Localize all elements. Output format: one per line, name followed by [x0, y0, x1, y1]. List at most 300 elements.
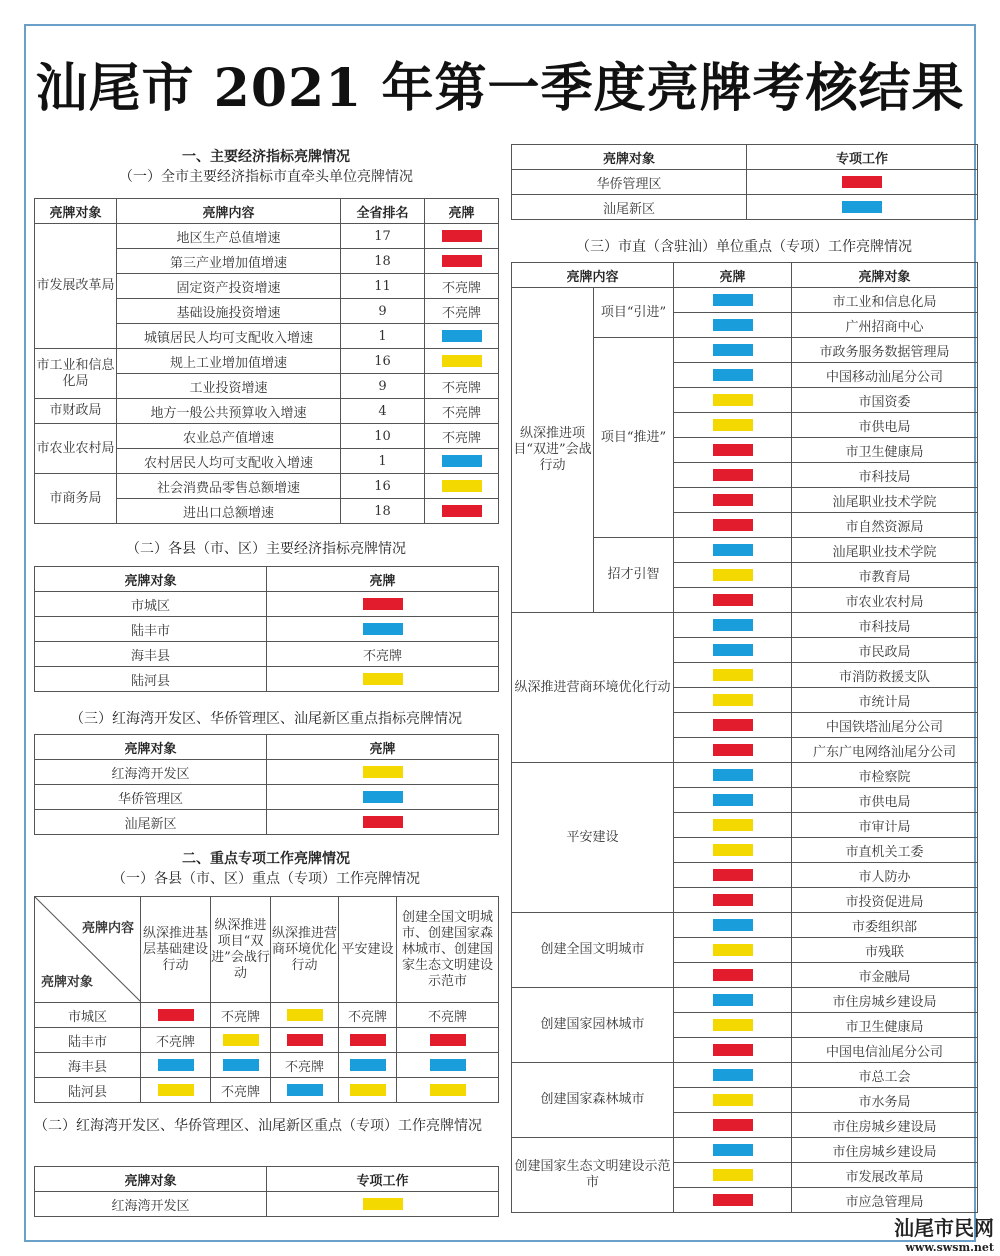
red-card-swatch — [442, 505, 482, 517]
indicator-cell: 地区生产总值增速 — [117, 224, 341, 249]
blue-card-swatch — [713, 319, 753, 331]
unit-cell: 广东广电网络汕尾分公司 — [792, 738, 978, 763]
unit-cell — [35, 399, 117, 424]
blue-card-swatch — [713, 919, 753, 931]
rank-cell: 18 — [341, 499, 425, 524]
card-cell — [674, 813, 792, 838]
column-header-label: 创建全国文明城市、创建国家森林城市、创建国家生态文明建设示范市 — [401, 909, 493, 989]
card-cell — [339, 1003, 397, 1028]
blue-card-swatch — [713, 369, 753, 381]
yellow-card-swatch — [713, 844, 753, 856]
unit-cell: 中国电信汕尾分公司 — [792, 1038, 978, 1063]
column-header-label: 纵深推进营商环境优化行动 — [271, 925, 337, 973]
unit-cell: 市城区 — [35, 1003, 141, 1028]
card-cell — [425, 224, 499, 249]
red-card-swatch — [713, 719, 753, 731]
blue-card-swatch — [363, 791, 403, 803]
red-card-swatch — [350, 1034, 386, 1046]
card-cell — [674, 988, 792, 1013]
card-cell — [425, 324, 499, 349]
column-header: 亮牌对象 — [35, 735, 267, 760]
work-subcategory-cell — [594, 288, 674, 338]
card-cell — [674, 838, 792, 863]
yellow-card-swatch — [442, 480, 482, 492]
column-header — [271, 897, 339, 1003]
card-cell — [425, 274, 499, 299]
unit-cell: 红海湾开发区 — [35, 760, 267, 785]
unit-cell: 市投资促进局 — [792, 888, 978, 913]
card-cell — [211, 1053, 271, 1078]
indicator-cell: 社会消费品零售总额增速 — [117, 474, 341, 499]
yellow-card-swatch — [158, 1084, 194, 1096]
unit-cell: 市消防救援支队 — [792, 663, 978, 688]
unit-cell: 市金融局 — [792, 963, 978, 988]
unit-cell: 市供电局 — [792, 413, 978, 438]
unit-cell: 市工业和信息化局 — [792, 288, 978, 313]
corner-top-label: 亮牌内容 — [81, 921, 134, 936]
t2-heading: （二）各县（市、区）主要经济指标亮牌情况 — [126, 541, 406, 557]
unit-cell: 市城区 — [35, 592, 267, 617]
red-card-swatch — [713, 969, 753, 981]
work-category-cell — [512, 613, 674, 763]
header-row — [35, 897, 499, 1003]
no-card-text: 不亮牌 — [362, 648, 402, 664]
table-row — [35, 424, 499, 449]
unit-cell: 市国资委 — [792, 388, 978, 413]
card-cell — [339, 1078, 397, 1103]
table-row — [35, 1028, 499, 1053]
red-card-swatch — [713, 594, 753, 606]
table-row — [512, 1138, 978, 1163]
red-card-swatch — [713, 494, 753, 506]
t4-heading: （一）各县（市、区）重点（专项）工作亮牌情况 — [112, 871, 420, 887]
card-cell — [425, 424, 499, 449]
unit-cell: 市卫生健康局 — [792, 438, 978, 463]
card-cell — [747, 170, 978, 195]
no-card-text: 不亮牌 — [220, 1009, 260, 1025]
card-cell — [674, 463, 792, 488]
card-cell — [674, 513, 792, 538]
no-card-text: 不亮牌 — [441, 405, 481, 421]
no-card-text: 不亮牌 — [441, 430, 481, 446]
yellow-card-swatch — [350, 1084, 386, 1096]
indicator-cell: 地方一般公共预算收入增速 — [117, 399, 341, 424]
table-row — [35, 1003, 499, 1028]
red-card-swatch — [842, 176, 882, 188]
card-cell — [674, 763, 792, 788]
blue-card-swatch — [430, 1059, 466, 1071]
blue-card-swatch — [287, 1084, 323, 1096]
red-card-swatch — [713, 894, 753, 906]
column-header-label: 纵深推进基层基础建设行动 — [142, 925, 208, 973]
no-card-text: 不亮牌 — [427, 1009, 467, 1025]
column-header: 全省排名 — [341, 199, 425, 224]
unit-cell: 市教育局 — [792, 563, 978, 588]
card-cell — [141, 1053, 211, 1078]
no-card-text: 不亮牌 — [347, 1009, 387, 1025]
unit-cell: 海丰县 — [35, 1053, 141, 1078]
card-cell — [425, 349, 499, 374]
header-row — [35, 199, 499, 224]
work-category-cell — [512, 763, 674, 913]
unit-cell: 市自然资源局 — [792, 513, 978, 538]
t1-heading: （一）全市主要经济指标市直牵头单位亮牌情况 — [119, 169, 413, 185]
card-cell — [211, 1078, 271, 1103]
rank-cell: 10 — [341, 424, 425, 449]
card-cell — [674, 638, 792, 663]
unit-label: 市农业农村局 — [36, 440, 115, 456]
card-cell — [674, 563, 792, 588]
yellow-card-swatch — [442, 355, 482, 367]
card-cell — [674, 1063, 792, 1088]
page-title: 汕尾市 2021 年第一季度亮牌考核结果 — [35, 58, 965, 119]
indicator-cell: 工业投资增速 — [117, 374, 341, 399]
card-cell — [271, 1053, 339, 1078]
card-cell — [141, 1003, 211, 1028]
card-cell — [425, 299, 499, 324]
red-card-swatch — [713, 1194, 753, 1206]
card-cell — [267, 667, 499, 692]
unit-cell: 陆丰市 — [35, 617, 267, 642]
red-card-swatch — [713, 869, 753, 881]
no-card-text: 不亮牌 — [441, 305, 481, 321]
part2-heading: 二、重点专项工作亮牌情况 — [182, 851, 350, 867]
yellow-card-swatch — [223, 1034, 259, 1046]
column-header: 亮牌对象 — [792, 263, 978, 288]
table-row — [512, 195, 978, 220]
table-row — [512, 988, 978, 1013]
card-cell — [674, 738, 792, 763]
table-row — [35, 1192, 499, 1217]
table-city-indicators — [34, 198, 499, 524]
card-cell — [674, 888, 792, 913]
unit-cell: 红海湾开发区 — [35, 1192, 267, 1217]
table-row — [35, 617, 499, 642]
card-cell — [141, 1078, 211, 1103]
card-cell — [674, 713, 792, 738]
unit-cell: 市科技局 — [792, 463, 978, 488]
work-category-label: 纵深推进项目“双进”会战行动 — [513, 426, 592, 473]
card-cell — [747, 195, 978, 220]
table-zone-indicators — [34, 734, 499, 835]
table-zone-special-work-left — [34, 1166, 499, 1217]
yellow-card-swatch — [363, 673, 403, 685]
unit-cell: 市水务局 — [792, 1088, 978, 1113]
red-card-swatch — [713, 1119, 753, 1131]
card-cell — [674, 613, 792, 638]
card-cell — [271, 1003, 339, 1028]
work-subcategory-cell — [594, 538, 674, 613]
unit-cell: 市供电局 — [792, 788, 978, 813]
blue-card-swatch — [842, 201, 882, 213]
card-cell — [674, 938, 792, 963]
red-card-swatch — [713, 469, 753, 481]
unit-cell: 市残联 — [792, 938, 978, 963]
column-header: 亮牌 — [674, 263, 792, 288]
indicator-cell: 第三产业增加值增速 — [117, 249, 341, 274]
corner-header-cell — [35, 897, 141, 1003]
blue-card-swatch — [350, 1059, 386, 1071]
red-card-swatch — [363, 816, 403, 828]
column-header — [211, 897, 271, 1003]
table-row — [35, 592, 499, 617]
work-subcategory-label: 项目“引进” — [600, 304, 667, 320]
corner-bottom-label: 亮牌对象 — [41, 975, 94, 990]
red-card-swatch — [442, 255, 482, 267]
unit-cell: 市检察院 — [792, 763, 978, 788]
blue-card-swatch — [158, 1059, 194, 1071]
table-municipal-special-work — [511, 262, 978, 1213]
column-header: 亮牌 — [425, 199, 499, 224]
column-header: 亮牌内容 — [512, 263, 674, 288]
header-row — [512, 145, 978, 170]
blue-card-swatch — [713, 794, 753, 806]
unit-cell — [35, 224, 117, 349]
card-cell — [397, 1028, 499, 1053]
work-category-cell — [512, 988, 674, 1063]
rank-cell: 16 — [341, 349, 425, 374]
card-cell — [674, 788, 792, 813]
work-category-cell — [512, 1138, 674, 1213]
table-row — [512, 1063, 978, 1088]
card-cell — [674, 963, 792, 988]
unit-cell: 市委组织部 — [792, 913, 978, 938]
card-cell — [267, 642, 499, 667]
card-cell — [267, 785, 499, 810]
yellow-card-swatch — [713, 694, 753, 706]
unit-cell: 市应急管理局 — [792, 1188, 978, 1213]
yellow-card-swatch — [287, 1009, 323, 1021]
card-cell — [674, 488, 792, 513]
card-cell — [397, 1053, 499, 1078]
table-row — [35, 642, 499, 667]
red-card-swatch — [442, 230, 482, 242]
unit-label: 市商务局 — [49, 490, 102, 506]
column-header: 亮牌对象 — [35, 567, 267, 592]
card-cell — [674, 1113, 792, 1138]
table-row — [512, 763, 978, 788]
unit-cell: 市科技局 — [792, 613, 978, 638]
work-category-cell — [512, 288, 594, 613]
yellow-card-swatch — [713, 394, 753, 406]
work-subcategory-label: 项目“推进” — [600, 429, 667, 445]
unit-cell: 汕尾职业技术学院 — [792, 538, 978, 563]
blue-card-swatch — [713, 994, 753, 1006]
unit-cell: 汕尾新区 — [512, 195, 747, 220]
column-header: 亮牌内容 — [117, 199, 341, 224]
table-county-special-work — [34, 896, 499, 1103]
unit-cell: 汕尾新区 — [35, 810, 267, 835]
no-card-text: 不亮牌 — [441, 380, 481, 396]
table-row — [512, 170, 978, 195]
table-row — [35, 667, 499, 692]
header-row — [35, 735, 499, 760]
unit-cell: 市直机关工委 — [792, 838, 978, 863]
rank-cell: 16 — [341, 474, 425, 499]
work-category-label: 创建国家园林城市 — [540, 1017, 645, 1032]
red-card-swatch — [713, 1044, 753, 1056]
rank-cell: 18 — [341, 249, 425, 274]
card-cell — [674, 338, 792, 363]
t3-heading: （三）红海湾开发区、华侨管理区、汕尾新区重点指标亮牌情况 — [70, 711, 462, 727]
unit-cell: 汕尾职业技术学院 — [792, 488, 978, 513]
unit-cell: 华侨管理区 — [35, 785, 267, 810]
column-header-label: 纵深推进项目“双进”会战行动 — [211, 917, 270, 981]
watermark-name: 汕尾市民网 — [894, 1216, 994, 1240]
card-cell — [674, 288, 792, 313]
column-header: 专项工作 — [267, 1167, 499, 1192]
card-cell — [141, 1028, 211, 1053]
yellow-card-swatch — [363, 766, 403, 778]
work-category-label: 创建国家森林城市 — [540, 1092, 645, 1107]
work-category-cell — [512, 1063, 674, 1138]
card-cell — [674, 1038, 792, 1063]
card-cell — [674, 863, 792, 888]
card-cell — [267, 617, 499, 642]
table-row — [35, 474, 499, 499]
rank-cell: 1 — [341, 449, 425, 474]
card-cell — [425, 474, 499, 499]
no-card-text: 不亮牌 — [155, 1034, 195, 1050]
card-cell — [271, 1078, 339, 1103]
unit-label: 市财政局 — [49, 403, 102, 418]
unit-cell — [35, 474, 117, 524]
card-cell — [425, 374, 499, 399]
work-category-cell — [512, 913, 674, 988]
card-cell — [339, 1028, 397, 1053]
red-card-swatch — [713, 744, 753, 756]
rank-cell: 11 — [341, 274, 425, 299]
red-card-swatch — [713, 519, 753, 531]
blue-card-swatch — [713, 1069, 753, 1081]
unit-cell: 市发展改革局 — [792, 1163, 978, 1188]
yellow-card-swatch — [713, 944, 753, 956]
blue-card-swatch — [363, 623, 403, 635]
unit-cell: 市住房城乡建设局 — [792, 988, 978, 1013]
card-cell — [339, 1053, 397, 1078]
unit-label: 市发展改革局 — [36, 278, 115, 293]
table-row — [512, 613, 978, 638]
yellow-card-swatch — [363, 1198, 403, 1210]
unit-cell: 陆丰市 — [35, 1028, 141, 1053]
card-cell — [267, 760, 499, 785]
card-cell — [267, 810, 499, 835]
card-cell — [674, 438, 792, 463]
card-cell — [267, 1192, 499, 1217]
unit-cell: 市审计局 — [792, 813, 978, 838]
rank-cell: 4 — [341, 399, 425, 424]
card-cell — [674, 1188, 792, 1213]
card-cell — [674, 1013, 792, 1038]
card-cell — [271, 1028, 339, 1053]
blue-card-swatch — [223, 1059, 259, 1071]
work-category-label: 平安建设 — [566, 829, 619, 845]
red-card-swatch — [430, 1034, 466, 1046]
work-category-label: 创建全国文明城市 — [540, 942, 645, 957]
table-row — [35, 349, 499, 374]
yellow-card-swatch — [430, 1084, 466, 1096]
column-header: 亮牌对象 — [512, 145, 747, 170]
rank-cell: 9 — [341, 299, 425, 324]
yellow-card-swatch — [713, 1094, 753, 1106]
unit-cell: 市民政局 — [792, 638, 978, 663]
blue-card-swatch — [713, 644, 753, 656]
card-cell — [674, 663, 792, 688]
unit-cell — [35, 424, 117, 474]
table-row — [512, 913, 978, 938]
table-row — [35, 760, 499, 785]
yellow-card-swatch — [713, 1019, 753, 1031]
blue-card-swatch — [713, 544, 753, 556]
card-cell — [425, 399, 499, 424]
yellow-card-swatch — [713, 419, 753, 431]
unit-cell: 陆河县 — [35, 667, 267, 692]
card-cell — [211, 1028, 271, 1053]
card-cell — [425, 449, 499, 474]
card-cell — [674, 913, 792, 938]
card-cell — [674, 538, 792, 563]
card-cell — [425, 249, 499, 274]
card-cell — [674, 688, 792, 713]
card-cell — [674, 1163, 792, 1188]
header-row — [35, 1167, 499, 1192]
table-county-indicators — [34, 566, 499, 692]
card-cell — [267, 592, 499, 617]
indicator-cell: 固定资产投资增速 — [117, 274, 341, 299]
unit-cell: 市政务服务数据管理局 — [792, 338, 978, 363]
table-row — [512, 288, 978, 313]
card-cell — [211, 1003, 271, 1028]
yellow-card-swatch — [713, 669, 753, 681]
column-header: 专项工作 — [747, 145, 978, 170]
unit-cell: 市统计局 — [792, 688, 978, 713]
header-row — [35, 567, 499, 592]
work-subcategory-cell — [594, 338, 674, 538]
card-cell — [397, 1003, 499, 1028]
rank-cell: 9 — [341, 374, 425, 399]
table-row — [35, 785, 499, 810]
rank-cell: 1 — [341, 324, 425, 349]
card-cell — [674, 313, 792, 338]
work-category-label: 纵深推进营商环境优化行动 — [514, 679, 671, 695]
blue-card-swatch — [713, 344, 753, 356]
unit-cell: 华侨管理区 — [512, 170, 747, 195]
t6-heading: （三）市直（含驻汕）单位重点（专项）工作亮牌情况 — [576, 239, 912, 255]
no-card-text: 不亮牌 — [220, 1084, 260, 1100]
unit-cell: 市农业农村局 — [792, 588, 978, 613]
yellow-card-swatch — [713, 819, 753, 831]
card-cell — [674, 363, 792, 388]
table-row — [35, 399, 499, 424]
unit-cell: 市住房城乡建设局 — [792, 1113, 978, 1138]
site-watermark — [894, 1212, 994, 1254]
indicator-cell: 进出口总额增速 — [117, 499, 341, 524]
card-cell — [674, 1088, 792, 1113]
blue-card-swatch — [713, 769, 753, 781]
column-header: 亮牌 — [267, 567, 499, 592]
part1-heading: 一、主要经济指标亮牌情况 — [182, 149, 350, 165]
t5-heading: （二）红海湾开发区、华侨管理区、汕尾新区重点（专项）工作亮牌情况 — [34, 1118, 482, 1134]
unit-cell: 市人防办 — [792, 863, 978, 888]
column-header: 亮牌 — [267, 735, 499, 760]
unit-cell: 市总工会 — [792, 1063, 978, 1088]
watermark-url: www.swsm.net — [905, 1241, 994, 1254]
rank-cell: 17 — [341, 224, 425, 249]
indicator-cell: 规上工业增加值增速 — [117, 349, 341, 374]
blue-card-swatch — [713, 619, 753, 631]
column-header-label: 平安建设 — [341, 941, 394, 957]
card-cell — [674, 1138, 792, 1163]
